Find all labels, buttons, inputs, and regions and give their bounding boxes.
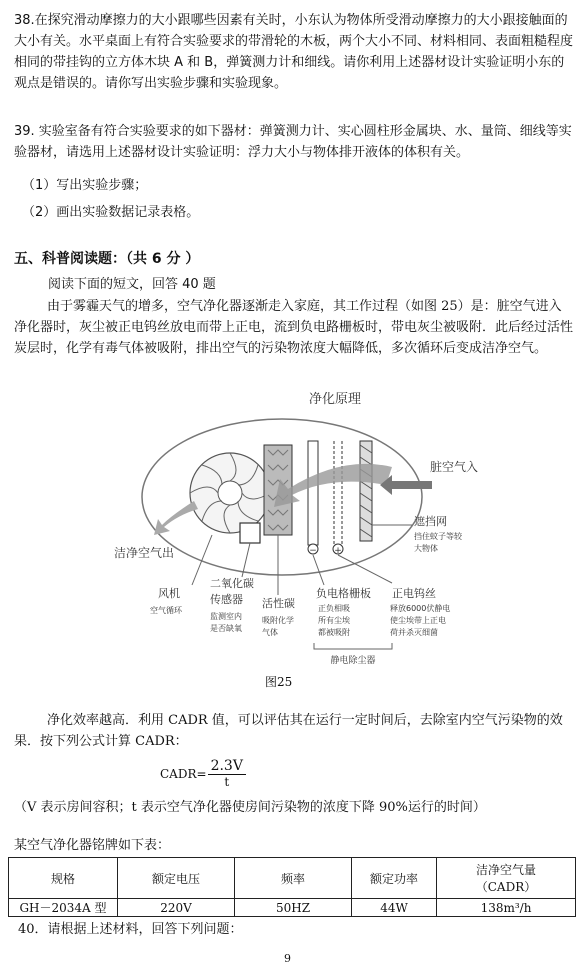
table-row	[9, 899, 576, 917]
formula-lhs: CADR=	[160, 766, 207, 781]
co2-desc-1: 监测室内	[210, 612, 242, 621]
header-power: 额定功率	[352, 858, 437, 899]
cell-cadr: 138m³/h	[437, 899, 576, 917]
wire-desc-1: 释放6000伏静电	[390, 604, 451, 613]
fan-label: 风机	[158, 587, 180, 600]
spec-table	[8, 857, 576, 917]
svg-text:+: +	[334, 546, 342, 556]
reading-intro: 阅读下面的短文，回答 40 题	[48, 277, 216, 292]
screen-label: 遮挡网	[414, 515, 447, 528]
wire-label: 正电钨丝	[392, 587, 436, 600]
question-39-sub-1: （1）写出实验步骤；	[22, 178, 148, 193]
fan-icon	[190, 453, 270, 533]
grid-desc-2: 所有尘埃	[318, 616, 350, 625]
question-40: 40．请根据上述材料，回答下列问题：	[18, 922, 243, 937]
figure-title: 净化原理	[308, 392, 362, 407]
formula-denominator: t	[224, 775, 230, 789]
cell-frequency: 50HZ	[235, 899, 352, 917]
cell-voltage: 220V	[118, 899, 235, 917]
cell-model: GH－2034A 型	[9, 899, 118, 917]
esp-label: 静电除尘器	[330, 656, 376, 666]
header-cadr	[437, 858, 576, 899]
cadr-paragraph: 净化效率越高．利用 CADR 值，可以评估其在运行一定时间后，去除室内空气污染物的效果．按下列公式计算 CADR：	[14, 713, 563, 749]
grid-desc-1: 正负相吸	[318, 604, 350, 613]
dirty-air-label: 脏空气入	[430, 460, 479, 474]
table-intro: 某空气净化器铭牌如下表：	[14, 838, 171, 853]
clean-air-label: 洁净空气出	[114, 546, 175, 560]
co2-sensor-icon	[240, 523, 260, 543]
wire-desc-3: 荷并杀灭细菌	[390, 628, 438, 637]
negative-grid-icon	[308, 441, 318, 545]
cadr-formula	[160, 758, 246, 789]
formula-numerator: 2.3V	[208, 758, 246, 775]
purifier-diagram	[92, 385, 492, 675]
header-cadr-line-1: 洁净空气量	[475, 863, 536, 877]
header-cadr-line-2: （CADR）	[475, 880, 537, 894]
co2-label-2: 传感器	[210, 593, 243, 606]
header-model: 规格	[9, 858, 118, 899]
co2-label: 二氧化碳	[210, 577, 254, 590]
screen-mesh-icon	[360, 441, 372, 541]
grid-label: 负电格栅板	[316, 587, 371, 600]
grid-desc-3: 都被吸附	[318, 628, 350, 637]
question-39: 39. 实验室备有符合实验要求的如下器材：弹簧测力计、实心圆柱形金属块、水、量筒、细线等实验器材，请选用上述器材设计实验证明：浮力大小与物体排开液体的体积有关。	[14, 124, 572, 160]
clean-air-arrow	[154, 501, 198, 535]
section-heading: 五、科普阅读题：（共 6 分 ）	[14, 251, 200, 267]
carbon-desc-2: 气体	[262, 628, 278, 637]
formula-note: （V 表示房间容积；t 表示空气净化器使房间污染物的浓度下降 90%运行的时间）	[14, 800, 486, 815]
header-voltage: 额定电压	[118, 858, 235, 899]
question-38: 38.在探究滑动摩擦力的大小跟哪些因素有关时，小东认为物体所受滑动摩擦力的大小跟接触面的大小有关。水平桌面上有符合实验要求的带滑轮的木板，两个大小不同、材料相同、表面粗糙程度相同的带挂钩的立方体木块 A 和 B，弹簧测力计和细线。请你利用上述器材设计实验证明小东的观点是错误的。请你写出实验步骤和实验现象。	[14, 13, 574, 91]
cell-power: 44W	[352, 899, 437, 917]
co2-desc-2: 是否缺氧	[210, 624, 242, 633]
screen-desc-1: 挡住蚊子等较	[414, 532, 462, 541]
figure-caption: 图25	[265, 675, 293, 689]
carbon-desc-1: 吸附化学	[262, 616, 294, 625]
page-number: 9	[284, 952, 291, 965]
screen-desc-2: 大物体	[414, 544, 438, 553]
fan-desc: 空气循环	[150, 606, 182, 615]
svg-text:−: −	[309, 546, 317, 556]
reading-paragraph: 由于雾霾天气的增多，空气净化器逐渐走入家庭，其工作过程（如图 25）是：脏空气进入净化器时，灰尘被正电钨丝放电而带上正电，流到负电路栅板时，带电灰尘被吸附．此后经过活性炭层时，化学有毒气体被吸附，排出空气的污染物浓度大幅降低，多次循环后变成洁净空气。	[14, 299, 574, 356]
carbon-label: 活性碳	[262, 597, 295, 610]
table-header-row	[9, 858, 576, 899]
header-frequency: 频率	[235, 858, 352, 899]
wire-desc-2: 使尘埃带上正电	[390, 616, 446, 625]
question-39-sub-2: （2）画出实验数据记录表格。	[22, 205, 200, 220]
